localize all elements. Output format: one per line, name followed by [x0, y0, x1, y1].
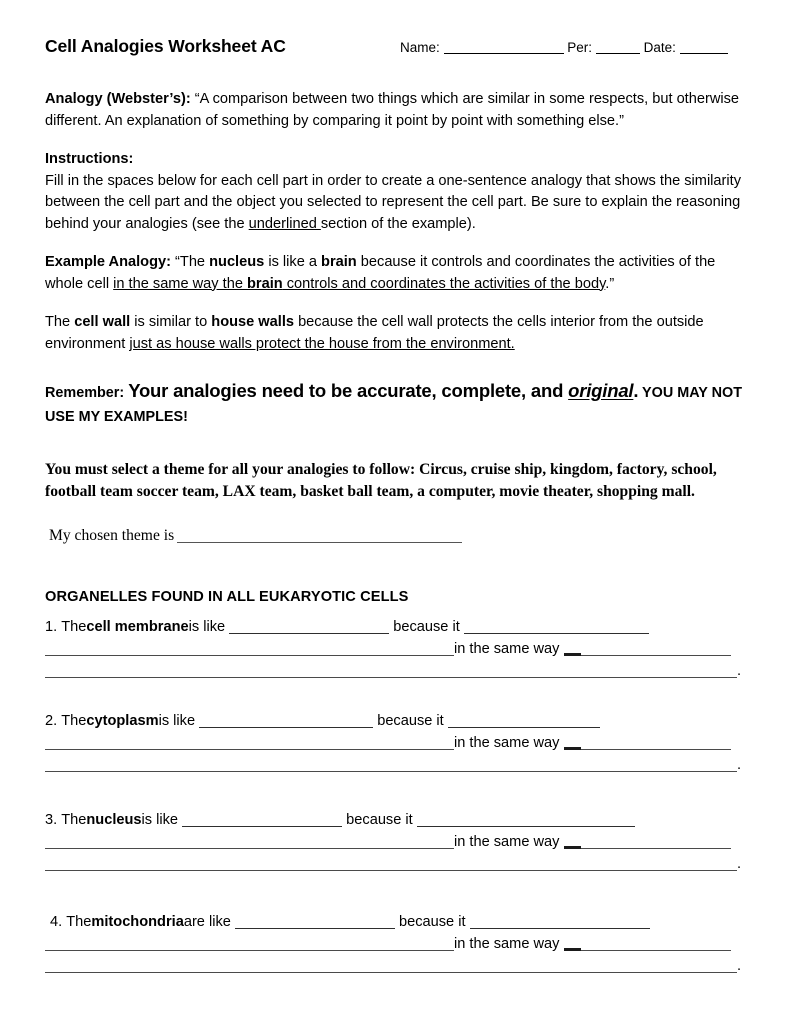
example-underlined-a: in the same way the — [113, 275, 247, 292]
item-4-number: 4. — [50, 914, 63, 930]
item-4-blank-2[interactable] — [470, 928, 650, 929]
item-4-blank-stub[interactable] — [564, 948, 581, 951]
example-text-d: .” — [605, 275, 615, 292]
analogy-item-4-line2 — [45, 933, 747, 955]
analogy-item-4-line1 — [45, 911, 747, 933]
item-3-blank-2[interactable] — [417, 826, 635, 827]
item-4-article: The — [66, 914, 92, 930]
item-3-blank-4[interactable] — [581, 848, 731, 849]
analogy-item-2-line1 — [45, 710, 747, 732]
housewalls-term: house walls — [211, 314, 295, 330]
period-label: Per: — [567, 40, 593, 55]
example-text-a: “The — [170, 254, 210, 270]
analogy-item-3-line2 — [45, 831, 747, 853]
example-text-b: is like a — [264, 254, 322, 270]
chosen-theme-label: My chosen theme is — [49, 527, 175, 544]
item-4-blank-4[interactable] — [581, 950, 731, 951]
example-underlined-brain: brain — [247, 275, 283, 292]
item-2-because: because it — [377, 713, 444, 729]
analogy-item-2-line2 — [45, 732, 747, 754]
analogy-item-1-line1 — [45, 616, 747, 638]
item-1-number: 1. — [45, 619, 58, 635]
item-2-blank-5[interactable] — [45, 771, 737, 772]
analogy-definition-text: “A comparison between two things which are similar in some respects, but otherwise different. An explanation of something by comparing it point by point with something else.” — [45, 91, 740, 129]
instructions-heading-text: Instructions: — [45, 151, 134, 167]
analogy-item-3-line3 — [45, 853, 747, 875]
item-1-article: The — [61, 619, 87, 635]
item-3-because: because it — [346, 812, 413, 828]
remember-emphasis — [128, 380, 638, 401]
item-4-verb: are like — [183, 914, 231, 930]
item-2-article: The — [61, 713, 87, 729]
cell-wall-example-paragraph — [45, 312, 747, 355]
item-3-blank-3[interactable] — [45, 848, 454, 849]
item-1-blank-4[interactable] — [581, 655, 731, 656]
analogy-item-1 — [45, 616, 747, 682]
instructions-text-part1: Fill in the spaces below for each cell part in order to create a one-sentence analogy that shows the similarity between the cell part and the object you selected to represent the cell part. Be sure to explain the reasoning behind your analogies (see the — [45, 172, 741, 232]
item-2-blank-3[interactable] — [45, 749, 454, 750]
instructions-heading — [45, 149, 747, 171]
item-2-verb: is like — [158, 713, 196, 729]
instructions-text-part2: section of the example). — [320, 215, 476, 232]
page-content — [45, 0, 747, 977]
analogy-item-2 — [45, 710, 747, 776]
remember-big-text-a: Your analogies need to be accurate, complete, and — [128, 380, 569, 401]
item-3-blank-stub[interactable] — [564, 846, 581, 849]
cellwall-underlined-text: just as house walls protect the house from the environment. — [129, 335, 515, 352]
item-1-blank-2[interactable] — [464, 633, 649, 634]
analogy-definition — [45, 89, 747, 132]
item-2-period: . — [737, 757, 742, 773]
item-3-blank-5[interactable] — [45, 870, 737, 871]
remember-caps-warning: YOU MAY NOT USE MY EXAMPLES! — [45, 385, 743, 425]
period-input[interactable] — [596, 53, 640, 54]
item-1-same-way: in the same way — [454, 641, 560, 657]
item-4-same-way: in the same way — [454, 936, 560, 952]
analogy-item-4 — [45, 911, 747, 977]
example-analogy-paragraph — [45, 252, 747, 295]
item-1-organelle: cell membrane — [86, 619, 189, 635]
analogy-item-3 — [45, 809, 747, 875]
item-1-because: because it — [393, 619, 460, 635]
date-label: Date: — [643, 40, 676, 55]
theme-options-paragraph: You must select a theme for all your analogies to follow: Circus, cruise ship, kingdom, factory, school, football team soccer team, LAX team, basket ball team, a computer, movie theater, shopping mall. — [45, 461, 717, 500]
item-1-blank-1[interactable] — [229, 633, 389, 634]
item-4-because: because it — [399, 914, 466, 930]
student-info-fields — [400, 40, 728, 55]
item-1-blank-5[interactable] — [45, 677, 737, 678]
item-2-blank-stub[interactable] — [564, 747, 581, 750]
page-title: Cell Analogies Worksheet AC — [45, 36, 286, 56]
analogy-item-2-line3 — [45, 754, 747, 776]
example-term-brain: brain — [321, 254, 357, 270]
example-text-c: because it controls and coordinates the activities of the whole cell — [45, 254, 716, 292]
example-underlined-b: controls and coordinates the activities of the body — [282, 275, 606, 292]
analogy-item-3-line1 — [45, 809, 747, 831]
example-term-nucleus: nucleus — [209, 254, 265, 270]
item-1-period: . — [737, 663, 742, 679]
worksheet-header — [45, 32, 747, 72]
item-4-organelle: mitochondria — [91, 914, 184, 930]
item-3-number: 3. — [45, 812, 58, 828]
item-2-organelle: cytoplasm — [86, 713, 159, 729]
chosen-theme-line — [45, 527, 747, 545]
instructions-body — [45, 171, 747, 236]
item-1-blank-3[interactable] — [45, 655, 454, 656]
remember-original-word: original — [568, 380, 634, 401]
organelles-section-heading: ORGANELLES FOUND IN ALL EUKARYOTIC CELLS — [45, 589, 409, 605]
item-3-period: . — [737, 856, 742, 872]
cellwall-text-a: The — [45, 314, 75, 330]
item-2-blank-1[interactable] — [199, 727, 373, 728]
item-4-period: . — [737, 958, 742, 974]
item-3-article: The — [61, 812, 87, 828]
cellwall-text-c: because the cell wall protects the cells interior from the outside environment — [45, 314, 704, 352]
cellwall-text-b: is similar to — [130, 314, 212, 330]
remember-label: Remember: — [45, 385, 129, 401]
item-4-blank-1[interactable] — [235, 928, 395, 929]
item-3-blank-1[interactable] — [182, 826, 342, 827]
date-input[interactable] — [680, 53, 728, 54]
analogy-item-4-line3 — [45, 955, 747, 977]
item-1-blank-stub[interactable] — [564, 653, 581, 656]
item-4-blank-3[interactable] — [45, 950, 454, 951]
example-analogy-label: Example Analogy: — [45, 254, 171, 270]
item-3-same-way: in the same way — [454, 834, 560, 850]
name-input[interactable] — [444, 53, 564, 54]
item-2-same-way: in the same way — [454, 735, 560, 751]
item-3-organelle: nucleus — [86, 812, 142, 828]
cellwall-term: cell wall — [74, 314, 131, 330]
analogy-item-1-line3 — [45, 660, 747, 682]
analogy-definition-label: Analogy (Webster’s): — [45, 91, 191, 107]
item-3-verb: is like — [141, 812, 179, 828]
item-2-blank-2[interactable] — [448, 727, 600, 728]
item-2-blank-4[interactable] — [581, 749, 731, 750]
item-2-number: 2. — [45, 713, 58, 729]
remember-block — [45, 379, 747, 429]
item-4-blank-5[interactable] — [45, 972, 737, 973]
chosen-theme-input[interactable] — [177, 542, 462, 543]
remember-big-text-b: . — [633, 380, 639, 401]
item-1-verb: is like — [188, 619, 226, 635]
name-label: Name: — [400, 40, 440, 55]
analogy-item-1-line2 — [45, 638, 747, 660]
instructions-underlined-word: underlined — [248, 215, 321, 232]
